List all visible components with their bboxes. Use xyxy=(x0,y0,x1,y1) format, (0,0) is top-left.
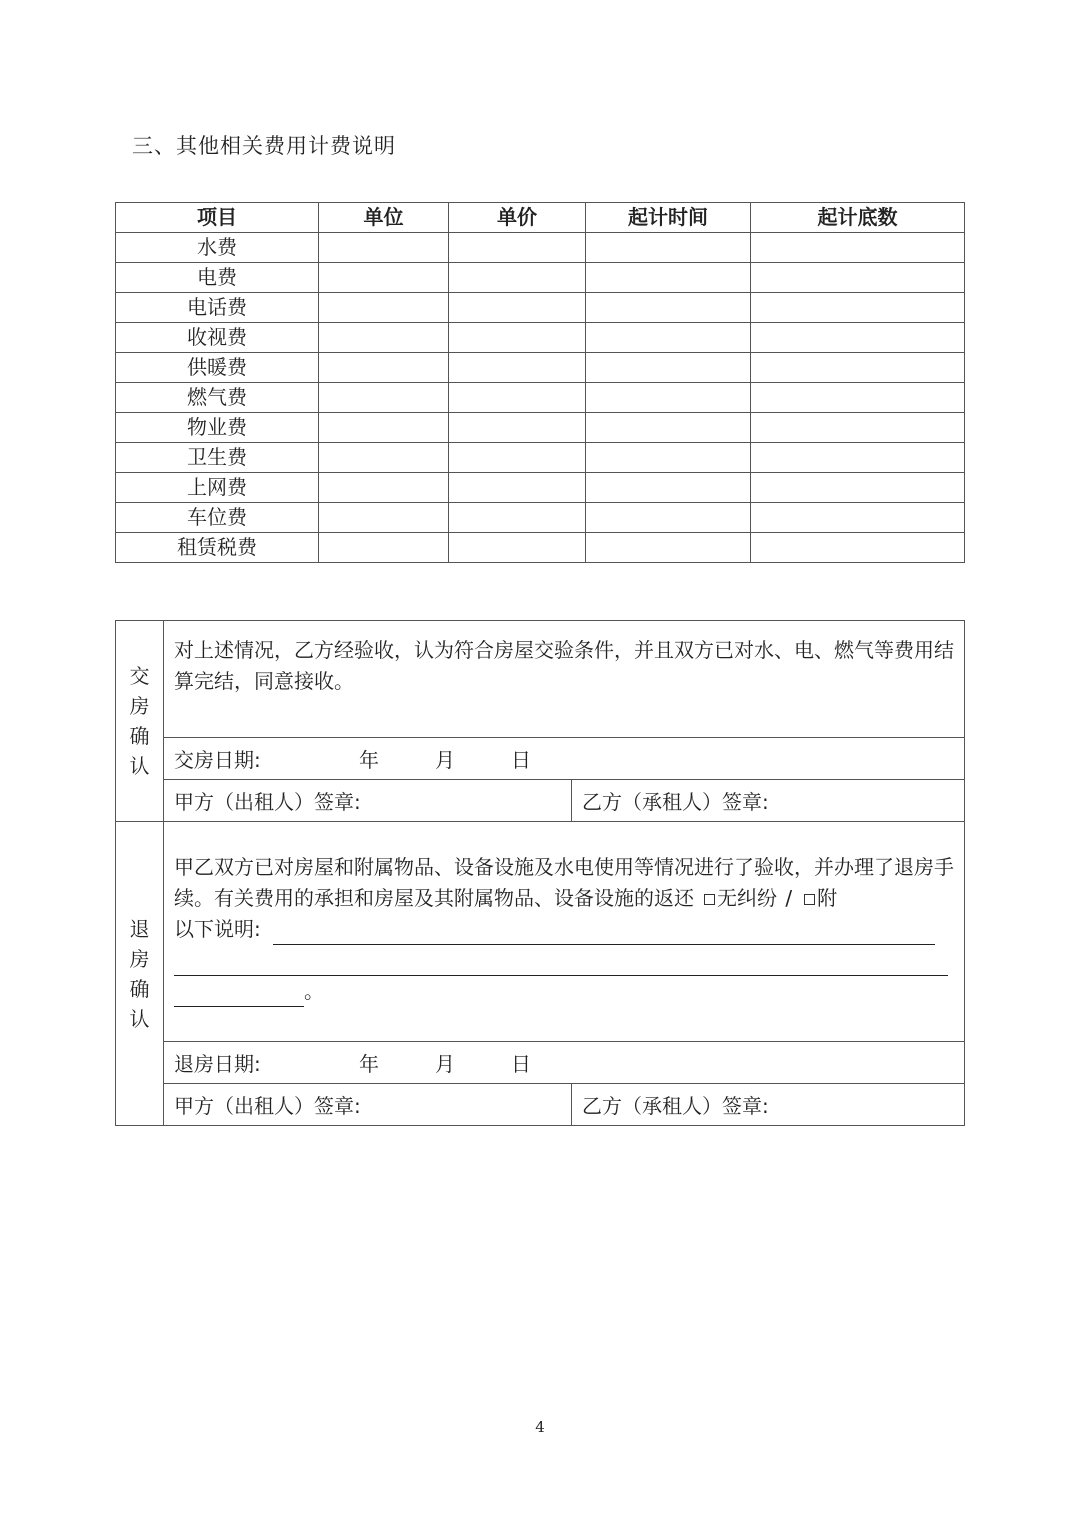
return-statement: 甲乙双方已对房屋和附属物品、设备设施及水电使用等情况进行了验收，并办理了退房手续。有关费用的承担和房屋及其附属物品、设备设施的返还 xyxy=(174,855,954,910)
label-char: 房 xyxy=(129,946,150,971)
fee-start-time-cell[interactable] xyxy=(586,263,751,293)
return-sign-row xyxy=(116,1084,965,1126)
handover-statement: 对上述情况，乙方经验收，认为符合房屋交验条件，并且双方已对水、电、燃气等费用结算完结，同意接收。 xyxy=(164,621,965,738)
fee-start-time-cell[interactable] xyxy=(586,323,751,353)
fee-start-time-cell[interactable] xyxy=(586,533,751,563)
fee-price-cell[interactable] xyxy=(449,263,586,293)
header-start-reading: 起计底数 xyxy=(751,203,965,233)
table-row xyxy=(116,263,965,293)
fee-item-label: 租赁税费 xyxy=(116,533,319,563)
fee-start-time-cell[interactable] xyxy=(586,503,751,533)
label-char: 确 xyxy=(129,724,150,748)
return-date-row xyxy=(116,1042,965,1084)
fee-start-time-cell[interactable] xyxy=(586,233,751,263)
fee-item-label: 车位费 xyxy=(116,503,319,533)
return-party-b-signature[interactable] xyxy=(572,1084,965,1126)
fee-unit-cell[interactable] xyxy=(319,503,449,533)
header-unit-price: 单价 xyxy=(449,203,586,233)
fee-item-label: 供暖费 xyxy=(116,353,319,383)
table-row xyxy=(116,443,965,473)
fee-start-reading-cell[interactable] xyxy=(751,443,965,473)
table-row xyxy=(116,473,965,503)
fee-start-reading-cell[interactable] xyxy=(751,413,965,443)
label-char: 房 xyxy=(129,694,150,718)
fee-price-cell[interactable] xyxy=(449,503,586,533)
fee-unit-cell[interactable] xyxy=(319,533,449,563)
page-number: 4 xyxy=(535,1418,545,1436)
fee-item-label: 电费 xyxy=(116,263,319,293)
header-unit: 单位 xyxy=(319,203,449,233)
year-label: 年 xyxy=(359,748,379,772)
handover-date-cell[interactable] xyxy=(164,738,965,780)
notes-line-2[interactable] xyxy=(174,945,948,976)
fee-start-reading-cell[interactable] xyxy=(751,263,965,293)
table-row xyxy=(116,503,965,533)
party-b-sign-label: 乙方（承租人）签章: xyxy=(582,790,769,814)
fee-unit-cell[interactable] xyxy=(319,233,449,263)
fee-item-label: 上网费 xyxy=(116,473,319,503)
day-label: 日 xyxy=(511,1052,531,1076)
header-item: 项目 xyxy=(116,203,319,233)
fee-price-cell[interactable] xyxy=(449,293,586,323)
month-label: 月 xyxy=(435,748,455,772)
notes-label: 以下说明: xyxy=(174,917,261,941)
party-a-sign-label: 甲方（出租人）签章: xyxy=(174,1094,361,1118)
label-char: 认 xyxy=(129,1006,150,1031)
fee-unit-cell[interactable] xyxy=(319,443,449,473)
fee-unit-cell[interactable] xyxy=(319,323,449,353)
fee-unit-cell[interactable] xyxy=(319,383,449,413)
checkbox-notes[interactable] xyxy=(804,894,815,905)
table-row xyxy=(116,353,965,383)
header-start-time: 起计时间 xyxy=(586,203,751,233)
option-separator: / xyxy=(785,886,793,910)
label-char: 退 xyxy=(129,916,150,941)
option-notes: 附 xyxy=(817,886,838,910)
fee-start-reading-cell[interactable] xyxy=(751,353,965,383)
fee-start-reading-cell[interactable] xyxy=(751,473,965,503)
table-row xyxy=(116,293,965,323)
table-row xyxy=(116,413,965,443)
table-row xyxy=(116,383,965,413)
table-row xyxy=(116,233,965,263)
notes-period: 。 xyxy=(304,979,324,1003)
day-label: 日 xyxy=(511,748,531,772)
return-text-row xyxy=(116,822,965,1042)
fee-unit-cell[interactable] xyxy=(319,293,449,323)
confirmation-table xyxy=(115,620,965,1126)
option-no-dispute: 无纠纷 xyxy=(717,886,777,910)
fee-item-label: 水费 xyxy=(116,233,319,263)
fee-start-time-cell[interactable] xyxy=(586,293,751,323)
fee-unit-cell[interactable] xyxy=(319,473,449,503)
fee-start-time-cell[interactable] xyxy=(586,473,751,503)
handover-date-label: 交房日期: xyxy=(174,748,261,772)
handover-text-row xyxy=(116,621,965,738)
fee-unit-cell[interactable] xyxy=(319,413,449,443)
fee-price-cell[interactable] xyxy=(449,533,586,563)
fee-price-cell[interactable] xyxy=(449,443,586,473)
fee-price-cell[interactable] xyxy=(449,383,586,413)
fee-unit-cell[interactable] xyxy=(319,353,449,383)
fee-item-label: 电话费 xyxy=(116,293,319,323)
table-row xyxy=(116,533,965,563)
fee-item-label: 收视费 xyxy=(116,323,319,353)
fee-table xyxy=(115,202,965,563)
fee-start-reading-cell[interactable] xyxy=(751,293,965,323)
fee-price-cell[interactable] xyxy=(449,473,586,503)
notes-line-1[interactable] xyxy=(273,920,935,945)
handover-confirm-label xyxy=(116,621,164,822)
return-confirm-label xyxy=(116,822,164,1126)
return-date-cell[interactable] xyxy=(164,1042,965,1084)
return-date-label: 退房日期: xyxy=(174,1052,261,1076)
fee-price-cell[interactable] xyxy=(449,353,586,383)
label-char: 确 xyxy=(129,976,150,1001)
checkbox-no-dispute[interactable] xyxy=(704,894,715,905)
fee-item-label: 燃气费 xyxy=(116,383,319,413)
fee-start-reading-cell[interactable] xyxy=(751,533,965,563)
party-a-sign-label: 甲方（出租人）签章: xyxy=(174,790,361,814)
fee-item-label: 物业费 xyxy=(116,413,319,443)
return-party-a-signature[interactable] xyxy=(164,1084,572,1126)
table-row xyxy=(116,323,965,353)
fee-price-cell[interactable] xyxy=(449,413,586,443)
fee-start-time-cell[interactable] xyxy=(586,383,751,413)
fee-start-reading-cell[interactable] xyxy=(751,383,965,413)
label-char: 认 xyxy=(129,754,150,778)
fee-start-time-cell[interactable] xyxy=(586,353,751,383)
party-b-sign-label: 乙方（承租人）签章: xyxy=(582,1094,769,1118)
handover-sign-row xyxy=(116,780,965,822)
handover-party-b-signature[interactable] xyxy=(572,780,965,822)
handover-date-row xyxy=(116,738,965,780)
fee-price-cell[interactable] xyxy=(449,323,586,353)
fee-unit-cell[interactable] xyxy=(319,263,449,293)
section-title: 三、其他相关费用计费说明 xyxy=(132,134,396,158)
fee-start-time-cell[interactable] xyxy=(586,413,751,443)
fee-start-reading-cell[interactable] xyxy=(751,233,965,263)
label-char: 交 xyxy=(129,664,150,688)
month-label: 月 xyxy=(435,1052,455,1076)
year-label: 年 xyxy=(359,1052,379,1076)
fee-price-cell[interactable] xyxy=(449,233,586,263)
notes-line-3[interactable] xyxy=(174,982,304,1007)
fee-item-label: 卫生费 xyxy=(116,443,319,473)
fee-start-reading-cell[interactable] xyxy=(751,503,965,533)
fee-table-header xyxy=(116,203,965,233)
handover-party-a-signature[interactable] xyxy=(164,780,572,822)
fee-start-time-cell[interactable] xyxy=(586,443,751,473)
fee-start-reading-cell[interactable] xyxy=(751,323,965,353)
return-statement-cell xyxy=(164,822,965,1042)
